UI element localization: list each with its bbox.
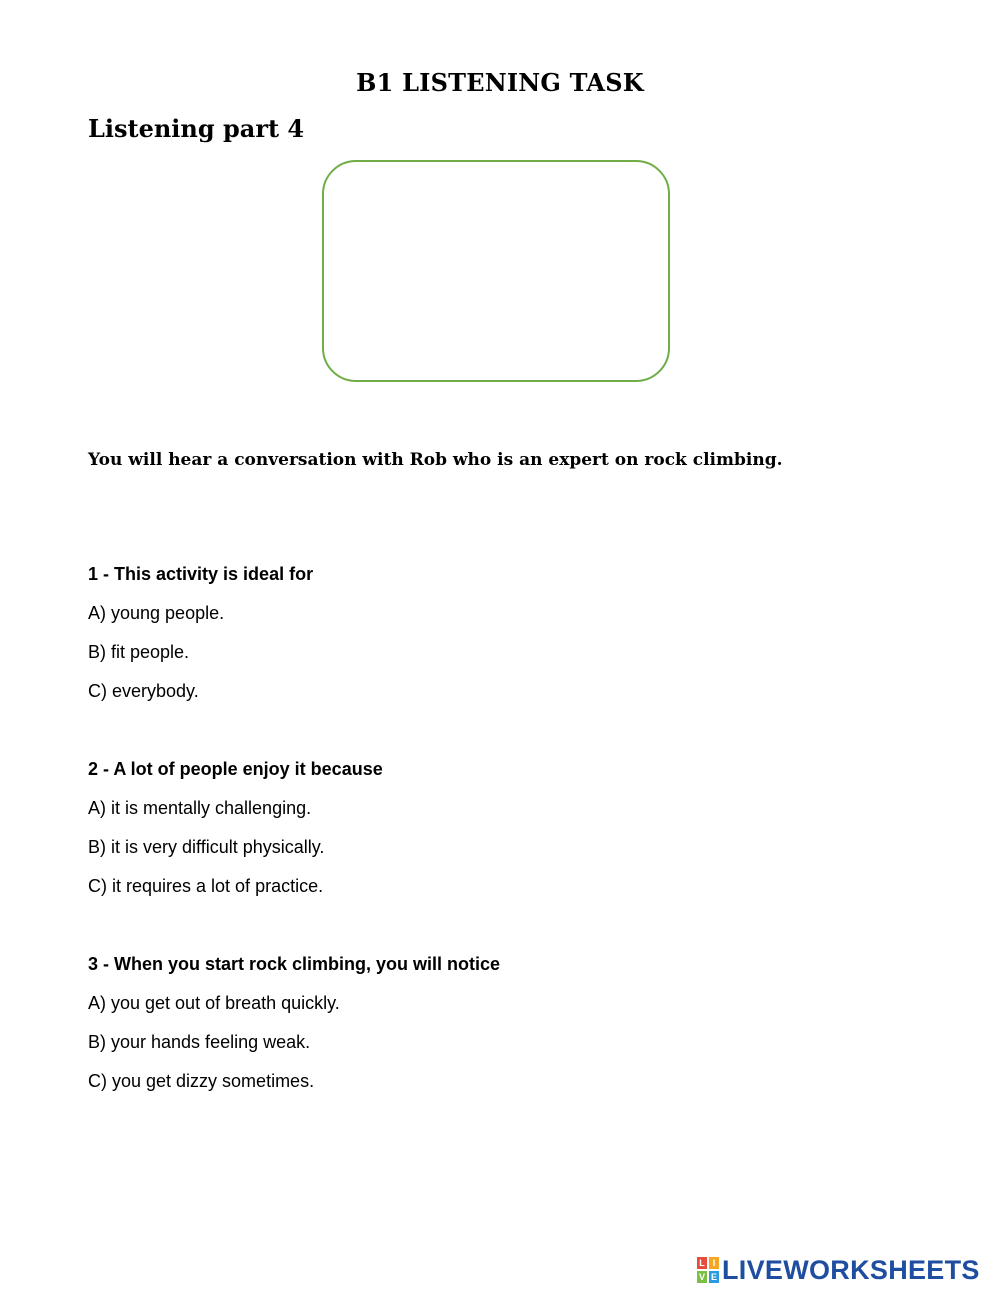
question-3-option-b[interactable]: B) your hands feeling weak. [88,1032,311,1052]
question-3-text: 3 - When you start rock climbing, you will notice [88,954,501,974]
logo-block-l: L [697,1257,707,1269]
question-2-text: 2 - A lot of people enjoy it because [88,759,383,779]
question-1-text: 1 - This activity is ideal for [88,564,314,584]
logo-block-e: E [710,1272,717,1282]
question-1-option-c[interactable]: C) everybody. [88,681,199,701]
question-1-option-a[interactable]: A) young people. [88,603,225,623]
instructions-text: You will hear a conversation with Rob who is an expert on rock climbing. [88,450,783,470]
question-2-option-c[interactable]: C) it requires a lot of practice. [88,876,324,896]
question-1-option-b[interactable]: B) fit people. [88,642,190,662]
question-2-option-a[interactable]: A) it is mentally challenging. [88,798,312,818]
liveworksheets-logo [697,1256,980,1284]
logo-block-i: I [709,1257,719,1269]
page-title: B1 LISTENING TASK [356,68,644,97]
section-heading: Listening part 4 [88,114,305,143]
logo-blocks-icon [697,1257,719,1283]
audio-player-box[interactable] [322,160,670,382]
logo-text: LIVEWORKSHEETS [722,1255,980,1285]
logo-block-v: V [698,1272,705,1282]
question-2-option-b[interactable]: B) it is very difficult physically. [88,837,325,857]
question-3-option-a[interactable]: A) you get out of breath quickly. [88,993,340,1013]
question-3-option-c[interactable]: C) you get dizzy sometimes. [88,1071,315,1091]
